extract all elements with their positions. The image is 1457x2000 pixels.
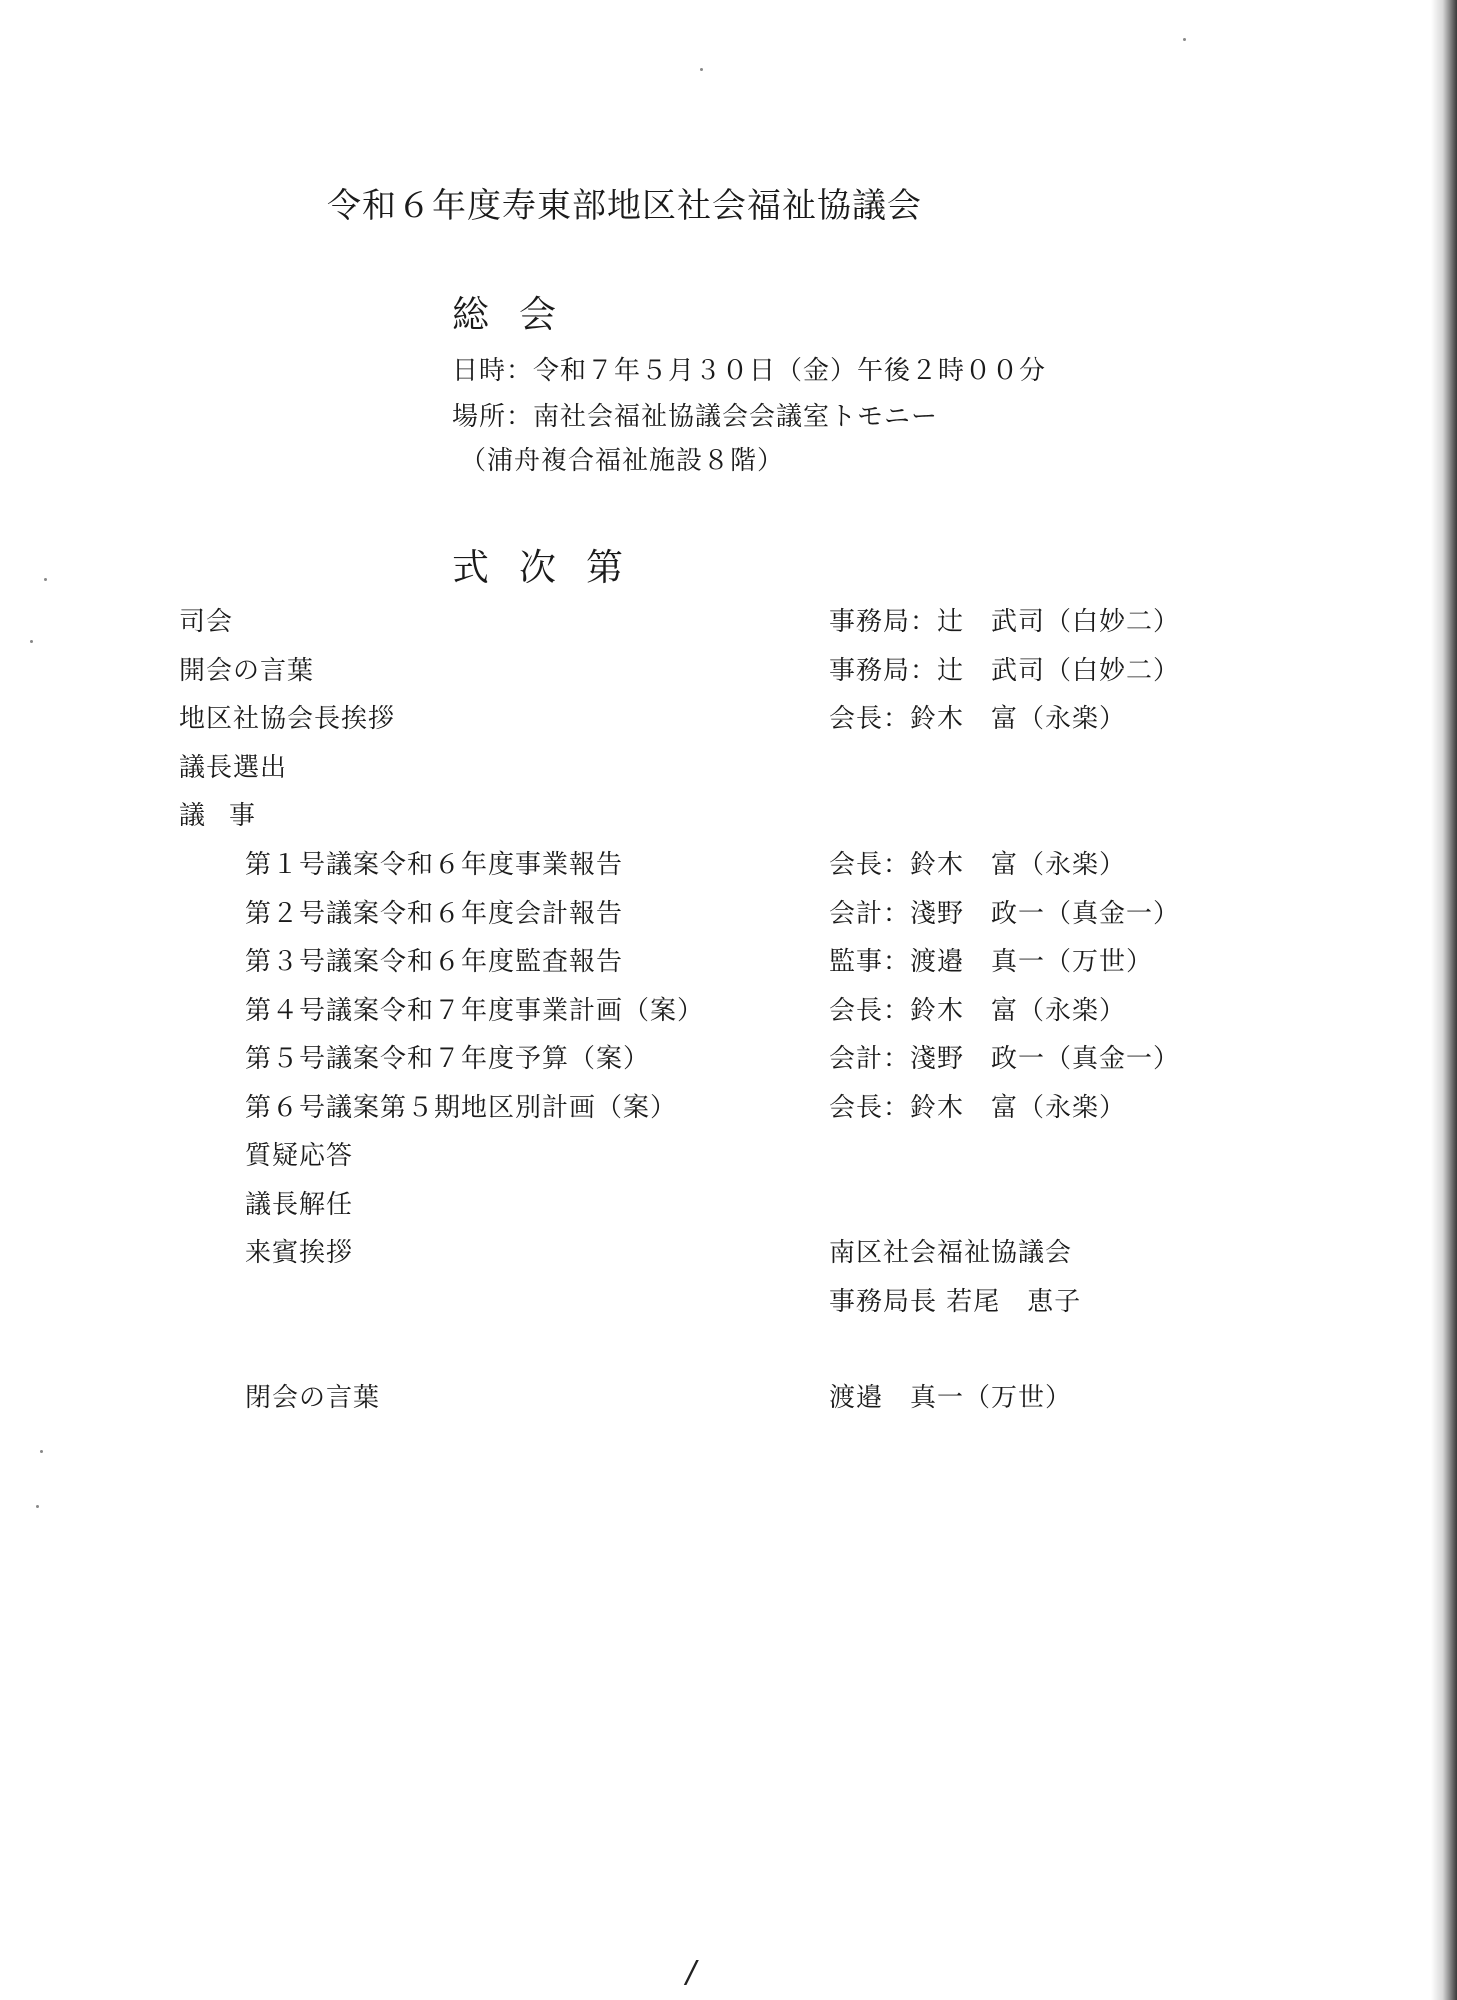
meeting-place-detail: （浦舟複合福祉施設８階） [460,446,785,476]
meeting-place: 場所：南社会福祉協議会会議室トモニー [452,402,939,432]
scan-speck [44,578,47,581]
scan-speck [40,1450,43,1453]
document-title: 令和６年度寿東部地区社会福祉協議会 [327,186,922,226]
scan-speck [30,640,33,643]
agenda-item-label: 第４号議案令和７年度事業計画（案） [245,996,705,1026]
agenda-item-person: 会長：鈴木 富（永楽） [829,850,1127,880]
program-item-label: 議長選出 [179,753,288,783]
agenda-item-person: 会長：鈴木 富（永楽） [829,1093,1127,1123]
agenda-item-person: 会計：淺野 政一（真金一） [829,899,1181,929]
agenda-item-label: 質疑応答 [245,1141,354,1171]
program-heading: 式次第 [452,546,653,589]
agenda-item-label: 第３号議案令和６年度監査報告 [245,947,624,977]
program-item-label: 開会の言葉 [179,656,315,686]
meeting-datetime: 日時：令和７年５月３０日（金）午後２時００分 [452,356,1047,386]
program-item-label: 地区社協会長挨拶 [179,704,396,734]
meeting-heading: 総会 [452,293,586,336]
closing-label: 閉会の言葉 [245,1383,381,1413]
agenda-item-label: 第５号議案令和７年度予算（案） [245,1044,651,1074]
agenda-item-label: 来賓挨拶 [245,1238,354,1268]
program-item-label: 司会 [179,607,234,637]
scan-speck [700,68,703,71]
program-item-person: 事務局：辻 武司（白妙二） [829,656,1181,686]
program-item-person: 会長：鈴木 富（永楽） [829,704,1127,734]
scan-edge-shadow [1431,0,1457,2000]
agenda-item-label: 議長解任 [245,1190,354,1220]
agenda-item-person: 監事：渡邉 真一（万世） [829,947,1154,977]
agenda-item-label: 第６号議案第５期地区別計画（案） [245,1093,678,1123]
agenda-item-label: 第１号議案令和６年度事業報告 [245,850,624,880]
agenda-item-person: 会長：鈴木 富（永楽） [829,996,1127,1026]
closing-person: 渡邉 真一（万世） [829,1383,1073,1413]
program-item-person: 事務局：辻 武司（白妙二） [829,607,1181,637]
scan-speck [36,1505,39,1508]
scan-speck [1183,38,1186,41]
program-item-label: 議事 [179,801,280,831]
page-number: / [686,1955,697,1990]
agenda-item-person: 会計：淺野 政一（真金一） [829,1044,1181,1074]
agenda-item-person: 南区社会福祉協議会 [829,1238,1073,1268]
guest-person: 事務局長 若尾 恵子 [829,1287,1082,1317]
agenda-item-label: 第２号議案令和６年度会計報告 [245,899,624,929]
